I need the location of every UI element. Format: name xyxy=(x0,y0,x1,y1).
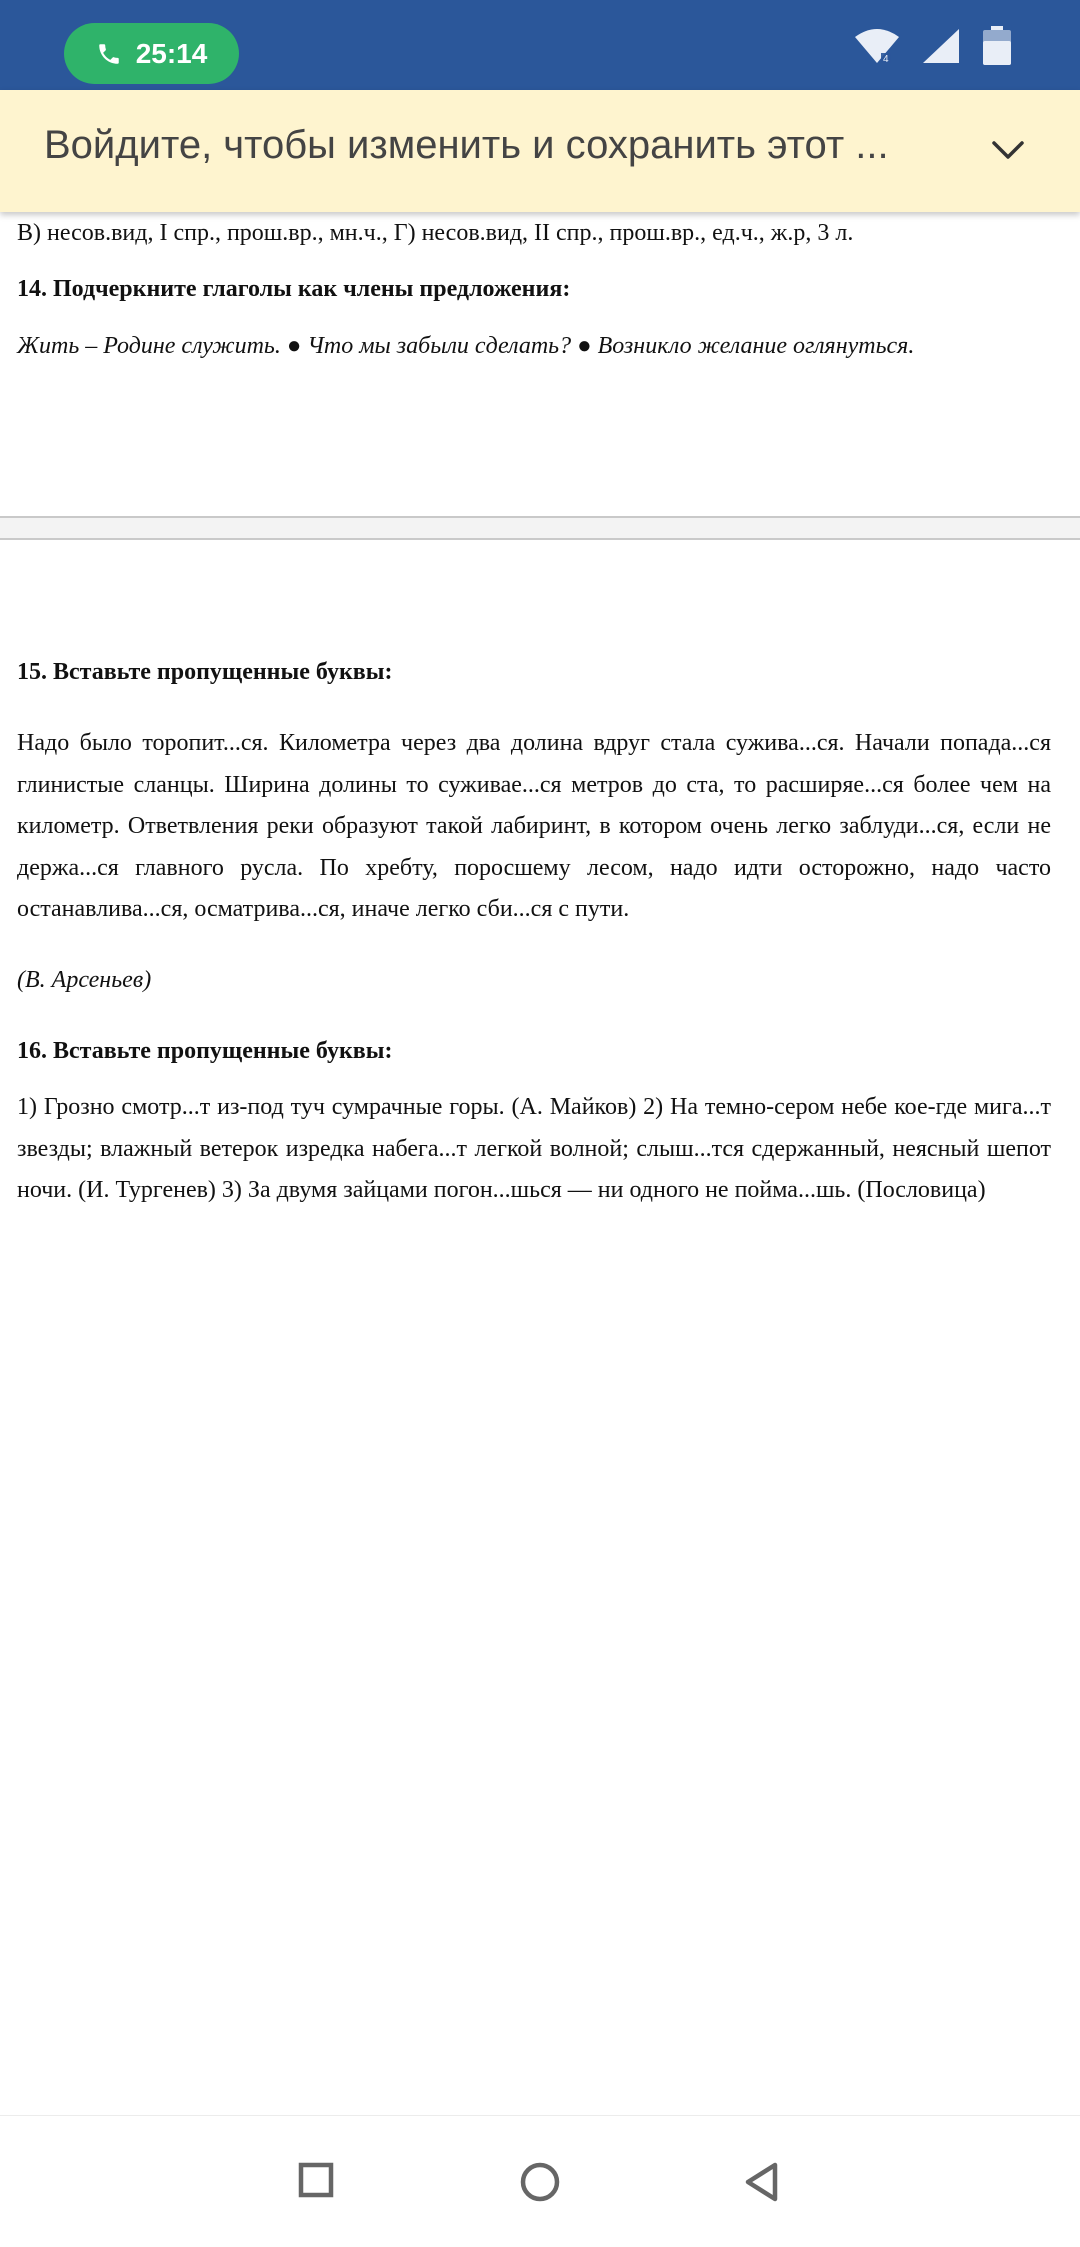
navigation-bar xyxy=(0,2115,1080,2247)
document-page-2 xyxy=(0,540,1080,2115)
answer-options-line: В) несов.вид, I спр., прош.вр., мн.ч., Г) несов.вид, II спр., прош.вр., ед.ч., ж.р, 3 л. xyxy=(17,220,854,246)
back-triangle-icon[interactable] xyxy=(740,2160,784,2204)
call-timer: 25:14 xyxy=(135,37,208,69)
phone-icon xyxy=(96,41,122,67)
ongoing-call-chip[interactable] xyxy=(64,23,239,84)
battery-icon xyxy=(982,26,1012,66)
home-circle-icon[interactable] xyxy=(518,2160,562,2204)
svg-text:4: 4 xyxy=(883,54,889,65)
task-16-title: 16. Вставьте пропущенные буквы: xyxy=(17,1038,393,1064)
document-page-1 xyxy=(0,212,1080,516)
chevron-down-icon[interactable] xyxy=(990,132,1026,168)
task-15-text: Надо было торопит...ся. Километра через два долина вдруг стала сужива...ся. Начали попада...ся глинистые сланцы. Ширина долины то суживае...ся метров до ста, то расширяе...ся более чем на километр. Ответвления реки образуют такой лабиринт, в котором очень легко заблуди...ся, если не держа...ся главного русла. По хребту, поросшему лесом, надо идти осторожно, надо часто останавлива...ся, осматрива...ся, иначе легко сби...ся с пути. xyxy=(17,730,1051,922)
recents-square-icon[interactable] xyxy=(296,2160,340,2204)
signal-icon xyxy=(922,28,960,64)
task-14-sentences: Жить – Родине служить. ● Что мы забыли сделать? ● Возникло желание оглянуться. xyxy=(17,333,915,359)
banner-message: Войдите, чтобы изменить и сохранить этот ... xyxy=(44,123,889,167)
task-16-text: 1) Грозно смотр...т из-под туч сумрачные горы. (А. Майков) 2) На темно-сером небе кое-где мига...т звезды; влажный ветерок изредка набега...т легкой волной; слыш...тся сдержанный, неясный шепот ночи. (И. Тургенев) 3) За двумя зайцами погон...шься — ни одного не пойма...шь. (Пословица) xyxy=(17,1094,1051,1203)
task-15-author: (В. Арсеньев) xyxy=(17,967,152,993)
task-15-title: 15. Вставьте пропущенные буквы: xyxy=(17,659,393,685)
wifi-icon xyxy=(854,27,900,65)
sign-in-banner[interactable] xyxy=(0,90,1080,212)
system-icons xyxy=(854,26,1012,66)
page-separator xyxy=(0,516,1080,540)
task-14-title: 14. Подчеркните глаголы как члены предложения: xyxy=(17,276,571,302)
status-bar xyxy=(0,0,1080,90)
